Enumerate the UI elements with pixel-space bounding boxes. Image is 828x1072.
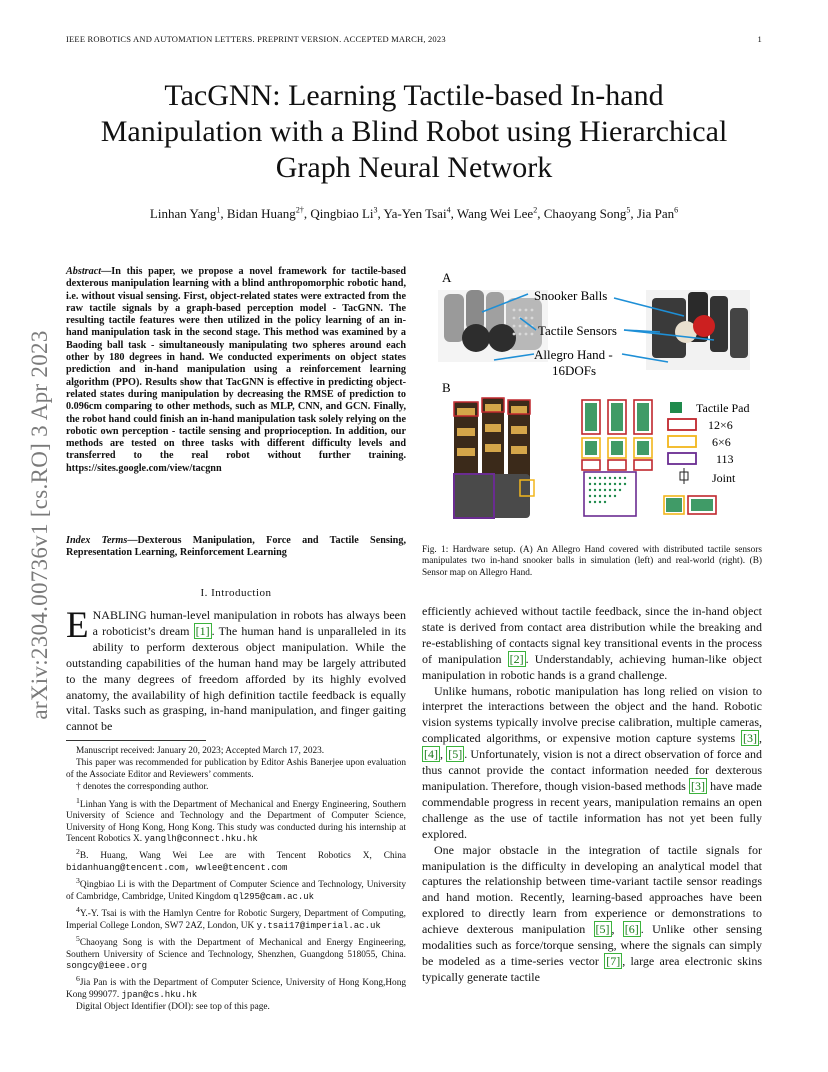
legend-113: 113	[716, 452, 734, 466]
intro-text-1: human-level manipulation in robots has always been a roboticist’s dream	[92, 608, 406, 638]
page-number: 1	[757, 34, 762, 44]
author: Chaoyang Song$^5$,	[543, 206, 637, 222]
arxiv-stamp	[20, 290, 60, 760]
journal-header: IEEE ROBOTICS AND AUTOMATION LETTERS. PREPRINT VERSION. ACCEPTED MARCH, 2023	[66, 34, 446, 44]
abstract-text: —In this paper, we propose a novel framework for tactile-based dexterous manipulation learning with a blind anthropomorphic robotic hand, i.e. without visual sensing. First, object-related states were extracted from the raw tactile signals by a graph-based perception model - TacGNN. The resulting tactile features were then utilized in the policy learning of an in-hand manipulation task in the second stage. This method was examined by a Baoding ball task - simultaneously manipulating two spheres around each other by 180 degrees in hand. We conducted experiments on object states prediction and in-hand manipulation using a reinforcement learning algorithm (PPO). Results show that TacGNN is effective in predicting object-related states during manipulation by decreasing the RMSE of prediction to 0.096cm comparing to other methods, such as MLP, CNN, and GCN. Finally, the robot hand could finish an in-hand manipulation task solely relying on the robotic own perception - tactile sensing and proprioception. In addition, our methods are tested on three tasks with different difficulty levels and transferred to the real robot without further training. https://sites.google.com/view/tacgnn	[66, 266, 406, 474]
abstract-label: Abstract	[66, 266, 102, 277]
citation-link[interactable]: [5]	[448, 747, 463, 762]
author-list	[60, 206, 768, 222]
citation-link[interactable]: [4]	[424, 747, 438, 762]
panel-b-label: B	[442, 380, 451, 395]
author: Ya-Yen Tsai$^4$,	[383, 206, 457, 222]
affiliation-note: $^6$Jia Pan is with the Department of Computer Science, University of Hong Kong,Hong Kong 999077. jpan@cs.hku.hk	[66, 974, 406, 1000]
legend-tactile-pad: Tactile Pad	[696, 401, 750, 415]
abstract	[66, 266, 406, 475]
legend-joint: Joint	[712, 471, 736, 485]
affiliation-note: $^3$Qingbiao Li is with the Department of Computer Science and Technology, University of Cambridge, Cambridge, United Kingdom ql295@cam.ac.uk	[66, 876, 406, 902]
legend-113-swatch	[668, 453, 696, 464]
index-terms-label: Index Terms	[66, 535, 128, 546]
email-link[interactable]: jpan@cs.hku.hk	[121, 989, 198, 1000]
body-right-column	[422, 604, 762, 986]
hand-sensor-photo	[454, 398, 534, 518]
legend-6x6-swatch	[668, 436, 696, 447]
affiliation-note: $^4$Y.-Y. Tsai is with the Hamlyn Centre for Robotic Surgery, Department of Computing, Imperial College London, SW7 2AZ, London, UK y.tsai17@imperial.ac.uk	[66, 905, 406, 931]
body-paragraph: Unlike humans, robotic manipulation has long relied on vision to interpret the interactions between the object and the hand. Robotic vision systems typically involve precise calibration, multiple cameras, complicated algorithms, or expensive motion capture systems [3] , [4] , [5] . Unfortunately, vision is not a direct observation of force and thus cannot provide the contact information needed for dexterous manipulation. Therefore, though vision-based methods [3] have made commendable progress in recent years, manipulation remains an open challenge as the use of tactile information has not yet been fully explored.	[422, 683, 762, 841]
tactile-pad-swatch	[670, 402, 682, 413]
citation-link[interactable]: [3]	[690, 778, 705, 793]
affiliation-note: $^1$Linhan Yang is with the Department of Mechanical and Energy Engineering, Southern University of Science and Technology and the Department of Computer Science, University of Hong Kong, Hong Kong. This study was conducted during his internship at Tencent Robotics X. yanglh@connect.hku.hk	[66, 795, 406, 844]
citation-link[interactable]: [6]	[624, 922, 639, 937]
running-head	[66, 34, 762, 44]
author: Wang Wei Lee$^2$,	[456, 206, 544, 222]
email-link[interactable]: bidanhuang@tencent.com, wwlee@tencent.com	[66, 862, 288, 873]
callout-allegro-hand: Allegro Hand -	[534, 347, 613, 362]
title-line-2: Manipulation with a Blind Robot using Hierarchical	[100, 115, 728, 148]
intro-paragraph	[66, 605, 407, 735]
joint-icon	[680, 468, 688, 484]
drop-cap: E	[66, 605, 89, 646]
author: Linhan Yang$^1$,	[149, 206, 227, 222]
panel-a-label: A	[442, 270, 452, 285]
body-paragraph: efficiently achieved without tactile feedback, since the in-hand object state is derived from contact area distribution while the breaking and re-establishing of contacts signal key transitional events in the process of manipulation [2] . Understandably, achieving human-like object manipulation in robotic hands is a grand challenge.	[422, 604, 762, 682]
email-link[interactable]: yanglh@connect.hku.hk	[144, 833, 258, 844]
author: Qingbiao Li$^3$,	[310, 206, 384, 222]
section-heading: I. Introduction	[200, 587, 272, 599]
figure-hardware-setup	[424, 268, 764, 533]
real-hand-image	[646, 290, 750, 370]
citation-link[interactable]: [2]	[509, 651, 524, 666]
citation-link[interactable]: [3]	[743, 731, 757, 746]
citation-link[interactable]: [7]	[606, 953, 621, 968]
callout-tactile-sensors: Tactile Sensors	[538, 323, 617, 338]
corresponding-note: † denotes the corresponding author.	[76, 782, 209, 793]
simulated-ball-icon	[462, 324, 490, 352]
author: Jia Pan$^6$	[636, 206, 679, 222]
citation-link[interactable]: [5]	[595, 922, 610, 937]
title-line-3: Graph Neural Network	[275, 151, 553, 184]
legend-6x6: 6×6	[712, 435, 731, 449]
sensor-legend	[668, 401, 749, 485]
doi-note: Digital Object Identifier (DOI): see top of this page.	[76, 1002, 270, 1013]
legend-12x6: 12×6	[708, 418, 733, 432]
author: Bidan Huang$^{2\dagger}$,	[226, 206, 311, 222]
arxiv-identifier: arXiv:2304.00736v1 [cs.RO] 3 Apr 2023	[27, 330, 52, 720]
callout-dofs: 16DOFs	[552, 363, 597, 378]
snooker-ball-red-icon	[693, 315, 715, 337]
callout-snooker-balls: Snooker Balls	[534, 288, 608, 303]
paper-title	[60, 78, 768, 186]
intro-first-word: NABLING	[92, 608, 147, 622]
manuscript-note: Manuscript received: January 20, 2023; Accepted March 17, 2023.	[76, 746, 325, 756]
affiliation-note: $^2$B. Huang, Wang Wei Lee are with Tencent Robotics X, China bidanhuang@tencent.com, wwlee@tencent.com	[66, 847, 406, 873]
email-link[interactable]: songcy@ieee.org	[66, 960, 148, 971]
citation-link[interactable]: [1]	[195, 623, 210, 638]
affiliation-note: $^5$Chaoyang Song is with the Department of Mechanical and Energy Engineering, Southern University of Science and Technology, Shenzhen, Guangdong 518055, China. songcy@ieee.org	[66, 934, 406, 971]
title-line-1: TacGNN: Learning Tactile-based In-hand	[164, 79, 664, 112]
intro-text-2: . The human hand is unparalleled in its ability to perform dexterous object manipulation. While the outstanding capabilities of the human hand may be largely attributed to the many degrees of freedom afforded by its highly evolved anatomy, the availability of high definition tactile feedback is equally vital. Tasks such as grasping, in-hand manipulation, and finger gaiting cannot be	[66, 623, 407, 734]
figure-caption: Fig. 1: Hardware setup. (A) An Allegro Hand covered with distributed tactile sensors manipulates two in-hand snooker balls in simulation (left) and real-world (right). (B) Sensor map on Allegro Hand.	[422, 545, 762, 578]
simulated-ball-icon	[488, 324, 516, 352]
email-link[interactable]: ql295@cam.ac.uk	[233, 891, 315, 902]
recommendation-note: This paper was recommended for publication by Editor Ashis Banerjee upon evaluation of the Associate Editor and Reviewers’ comments.	[66, 758, 406, 780]
legend-12x6-swatch	[668, 419, 696, 430]
index-terms	[66, 535, 406, 560]
email-link[interactable]: y.tsai17@imperial.ac.uk	[256, 920, 381, 931]
footnote-separator	[66, 740, 206, 741]
index-terms-text: —Dexterous Manipulation, Force and Tactile Sensing, Representation Learning, Reinforcement Learning	[66, 535, 406, 559]
footnotes	[66, 746, 406, 1015]
body-paragraph: One major obstacle in the integration of tactile signals for manipulation is the difficulty in developing an analytical model that captures the relationship between time-variant tactile sensor readings and hand motion. Recently, learning-based approaches have been explored to directly learn from experience or demonstrations to achieve dexterous manipulation [5] , [6] . Unlike other sensing modalities such as force/torque sensing, where the signals can simply be modeled as a time-series vector [7] , large area electronic skins typically generate tactile	[422, 842, 762, 984]
